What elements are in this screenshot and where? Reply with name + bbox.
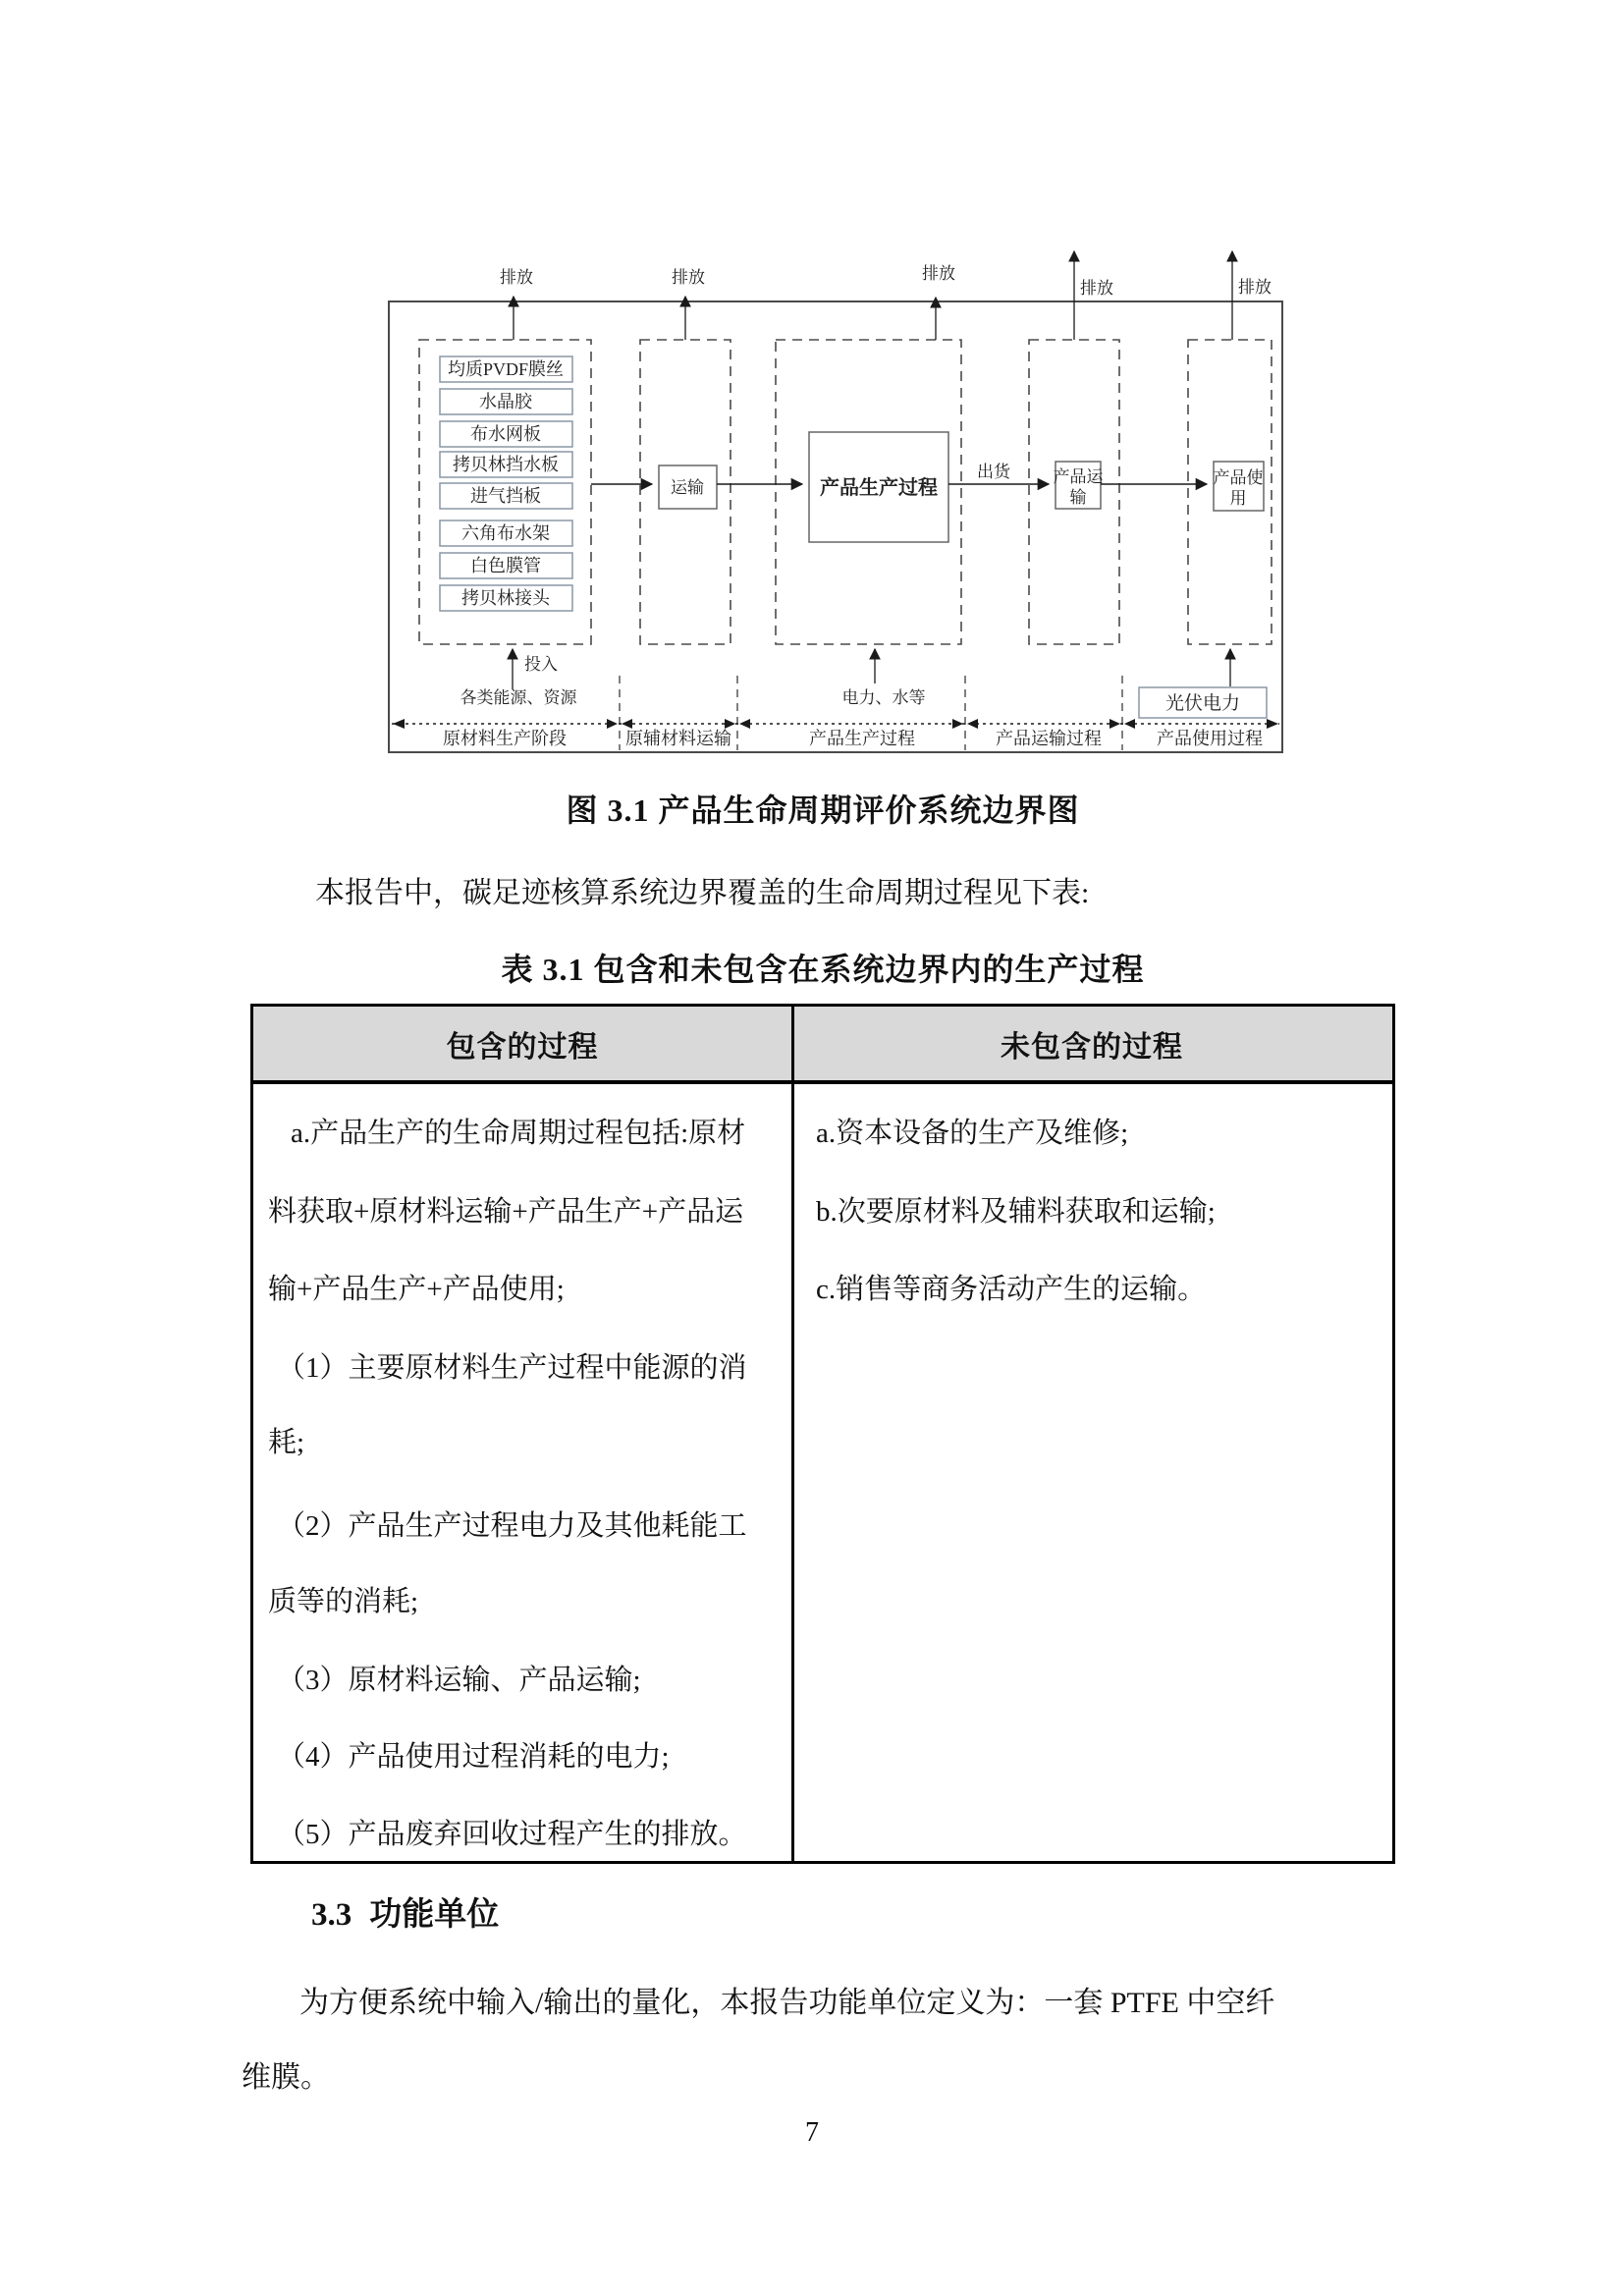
excluded-line: b.次要原材料及辅料获取和运输; [816,1196,1216,1228]
intro-paragraph: 本报告中，碳足迹核算系统边界覆盖的生命周期过程见下表: [315,877,1090,909]
product-transport-label-line1: 产品运 [1053,467,1104,486]
stage-label: 产品运输过程 [996,729,1102,748]
included-line: 料获取+原材料运输+产品生产+产品运 [268,1196,744,1228]
emission-label: 排放 [500,268,533,287]
product-transport-label-line2: 输 [1069,488,1087,507]
material-label: 拷贝林接头 [461,588,550,608]
material-label: 水晶胶 [479,392,532,411]
product-use-label-line2: 用 [1229,489,1247,508]
material-label: 白色膜管 [470,556,541,575]
section-title: 功能单位 [369,1897,500,1933]
stage-label: 原材料生产阶段 [443,729,567,748]
emission-label: 排放 [672,268,705,287]
pv-power-label: 光伏电力 [1164,693,1241,714]
material-label: 布水网板 [470,424,541,444]
product-use-label-line1: 产品使 [1213,468,1264,487]
table-header-excluded: 未包含的过程 [1001,1030,1183,1064]
table-header-row [253,1007,1392,1084]
included-line: 质等的消耗; [268,1586,419,1617]
power-water-label: 电力、水等 [841,688,926,707]
included-line: （2）产品生产过程电力及其他耗能工 [277,1510,747,1542]
included-line: （5）产品废弃回收过程产生的排放。 [277,1819,747,1850]
included-line: （3）原材料运输、产品运输; [277,1665,641,1696]
production-label: 产品生产过程 [820,477,938,499]
stage-label: 原辅材料运输 [625,729,731,748]
stage-label: 产品使用过程 [1157,729,1263,748]
included-line: 耗; [268,1427,305,1458]
stage-axis-arrowheads [393,719,1278,729]
lca-system-boundary-diagram [324,137,1365,766]
emission-arrows [514,251,1232,340]
material-boxes [440,356,572,611]
transport-label: 运输 [671,478,704,497]
included-line: 输+产品生产+产品使用; [268,1274,565,1305]
material-label: 六角布水架 [461,523,550,543]
shipment-label: 出货 [977,463,1010,481]
table-column-divider [791,1007,794,1861]
emission-label: 排放 [1080,279,1113,298]
stage-label: 产品生产过程 [809,729,915,748]
included-line: （4）产品使用过程消耗的电力; [277,1741,670,1773]
included-line: （1）主要原材料生产过程中能源的消 [277,1352,747,1384]
section-heading [311,1888,499,1935]
table-caption: 表 3.1 包含和未包含在系统边界内的生产过程 [501,952,1145,987]
material-label: 拷贝林挡水板 [453,455,559,474]
input-label: 投入 [524,655,558,674]
system-boundary-table [250,1004,1395,1864]
page-number: 7 [805,2117,819,2148]
section-number: 3.3 [311,1897,352,1933]
emission-label: 排放 [922,264,955,283]
emission-label: 排放 [1238,278,1272,297]
figure-caption: 图 3.1 产品生命周期评价系统边界图 [566,793,1080,828]
excluded-line: c.销售等商务活动产生的运输。 [816,1274,1207,1305]
excluded-line: a.资本设备的生产及维修; [816,1118,1129,1149]
included-line: a.产品生产的生命周期过程包括:原材 [291,1118,746,1149]
body-paragraph-line2: 维膜。 [242,2061,330,2094]
table-header-included: 包含的过程 [446,1030,599,1064]
body-paragraph-line1: 为方便系统中输入/输出的量化，本报告功能单位定义为：一套 PTFE 中空纤 [299,1987,1275,2019]
material-label: 进气挡板 [470,486,541,506]
energy-resource-label: 各类能源、资源 [460,688,577,707]
material-label: 均质PVDF膜丝 [447,359,565,379]
